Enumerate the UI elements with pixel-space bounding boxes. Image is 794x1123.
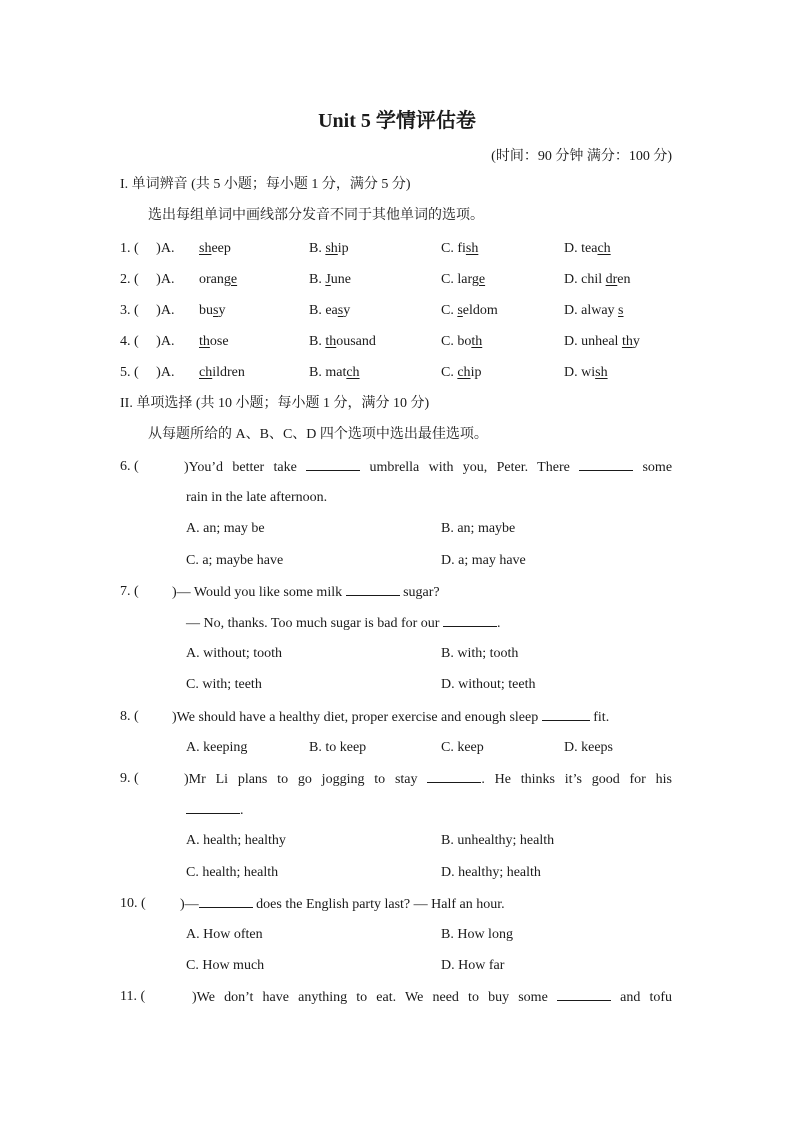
q7-option-d[interactable]: D. without; teeth	[441, 677, 536, 692]
phonics-option-c[interactable]: C. large	[441, 272, 486, 287]
section2-instruction: 从每题所给的 A、B、C、D 四个选项中选出最佳选项。	[148, 427, 488, 442]
phonics-option-a[interactable]: those	[199, 334, 229, 349]
underlined-letters: ch	[457, 365, 471, 380]
q9-number: 9. (	[120, 771, 139, 786]
q6-option-a[interactable]: A. an; may be	[186, 521, 265, 536]
q9-option-c[interactable]: C. health; health	[186, 865, 279, 880]
phonics-item-number: 1. ( )A.	[120, 241, 175, 256]
q6-option-b[interactable]: B. an; maybe	[441, 521, 516, 536]
answer-blank[interactable]	[306, 458, 360, 471]
phonics-option-b[interactable]: B. match	[309, 365, 360, 380]
underlined-letters: J	[325, 272, 331, 287]
underlined-letters: sh	[595, 365, 608, 380]
answer-slot[interactable]	[139, 241, 157, 256]
q7-number: 7. (	[120, 584, 139, 599]
q7-option-b[interactable]: B. with; tooth	[441, 646, 519, 661]
phonics-item-number: 5. ( )A.	[120, 365, 175, 380]
underlined-letters: s	[213, 303, 219, 318]
phonics-item-number: 4. ( )A.	[120, 334, 175, 349]
underlined-letters: sh	[199, 241, 212, 256]
phonics-item-number: 3. ( )A.	[120, 303, 175, 318]
phonics-item-number: 2. ( )A.	[120, 272, 175, 287]
answer-blank[interactable]	[199, 895, 253, 908]
phonics-option-c[interactable]: C. chip	[441, 365, 482, 380]
answer-slot[interactable]	[139, 334, 157, 349]
section2-heading: II. 单项选择 (共 10 小题；每小题 1 分，满分 10 分)	[120, 396, 430, 411]
underlined-letters: sh	[325, 241, 338, 256]
underlined-letters: s	[457, 303, 463, 318]
q10-option-a[interactable]: A. How often	[186, 927, 263, 942]
q8-number: 8. (	[120, 709, 139, 724]
phonics-option-b[interactable]: B. June	[309, 272, 352, 287]
q10-number: 10. (	[120, 896, 146, 911]
q8-stem-line1: )We should have a healthy diet, proper exercise and enough sleep fit.	[172, 710, 610, 725]
phonics-option-d[interactable]: D. unheal thy	[564, 334, 640, 349]
phonics-option-a[interactable]: busy	[199, 303, 226, 318]
phonics-option-c[interactable]: C. both	[441, 334, 483, 349]
q7-stem-line1: )— Would you like some milk sugar?	[172, 585, 440, 600]
answer-blank[interactable]	[346, 583, 400, 596]
q9-stem-line2: .	[186, 801, 244, 820]
q8-option-c[interactable]: C. keep	[441, 740, 484, 755]
phonics-option-a[interactable]: children	[199, 365, 245, 380]
q11-number: 11. (	[120, 989, 146, 1004]
q9-option-b[interactable]: B. unhealthy; health	[441, 833, 555, 848]
answer-blank[interactable]	[542, 708, 590, 721]
phonics-option-c[interactable]: C. fish	[441, 241, 479, 256]
underlined-letters: th	[471, 334, 483, 349]
underlined-letters: dr	[605, 272, 618, 287]
time-score-note: (时间：90 分钟 满分：100 分)	[491, 149, 672, 164]
q6-number: 6. (	[120, 459, 139, 474]
answer-blank[interactable]	[427, 770, 481, 783]
q7-option-a[interactable]: A. without; tooth	[186, 646, 283, 661]
answer-blank[interactable]	[579, 458, 633, 471]
q9-option-a[interactable]: A. health; healthy	[186, 833, 286, 848]
q7-stem-line2: — No, thanks. Too much sugar is bad for our .	[186, 616, 501, 631]
phonics-option-d[interactable]: D. wish	[564, 365, 608, 380]
phonics-option-d[interactable]: D. chil dren	[564, 272, 631, 287]
phonics-option-d[interactable]: D. alway s	[564, 303, 624, 318]
answer-slot[interactable]	[139, 272, 157, 287]
q10-stem-line1: )— does the English party last? — Half an hour.	[180, 897, 505, 912]
q10-option-b[interactable]: B. How long	[441, 927, 513, 942]
phonics-option-a[interactable]: orange	[199, 272, 238, 287]
underlined-letters: s	[337, 303, 344, 318]
section1-instruction: 选出每组单词中画线部分发音不同于其他单词的选项。	[148, 208, 484, 223]
q11-stem-line1: )We don’t have anything to eat. We need to buy some and tofu	[192, 990, 673, 1005]
underlined-letters: sh	[465, 241, 479, 256]
q10-option-d[interactable]: D. How far	[441, 958, 505, 973]
underlined-letters: ch	[199, 365, 213, 380]
underlined-letters: ch	[346, 365, 360, 380]
phonics-option-b[interactable]: B. thousand	[309, 334, 376, 349]
q6-stem-line1: )You’d better take umbrella with you, Peter. There some	[184, 460, 673, 475]
page-title: Unit 5 学情评估卷	[318, 110, 476, 132]
underlined-letters: th	[621, 334, 633, 349]
q6-stem-line2: rain in the late afternoon.	[186, 490, 328, 505]
phonics-option-b[interactable]: B. easy	[309, 303, 351, 318]
underlined-letters: th	[199, 334, 210, 349]
q7-option-c[interactable]: C. with; teeth	[186, 677, 262, 692]
phonics-option-a[interactable]: sheep	[199, 241, 231, 256]
q8-option-b[interactable]: B. to keep	[309, 740, 367, 755]
underlined-letters: ge	[471, 272, 486, 287]
underlined-letters: s	[618, 303, 624, 318]
underlined-letters: ge	[223, 272, 238, 287]
underlined-letters: ch	[597, 241, 611, 256]
q8-option-a[interactable]: A. keeping	[186, 740, 248, 755]
phonics-option-d[interactable]: D. teach	[564, 241, 611, 256]
phonics-option-b[interactable]: B. ship	[309, 241, 349, 256]
q8-option-d[interactable]: D. keeps	[564, 740, 613, 755]
answer-blank[interactable]	[186, 801, 240, 814]
q10-option-c[interactable]: C. How much	[186, 958, 265, 973]
answer-blank[interactable]	[557, 988, 611, 1001]
q6-option-d[interactable]: D. a; may have	[441, 553, 526, 568]
section1-heading: I. 单词辨音 (共 5 小题；每小题 1 分，满分 5 分)	[120, 177, 411, 192]
answer-slot[interactable]	[139, 303, 157, 318]
q9-stem-line1: )Mr Li plans to go jogging to stay . He thinks it’s good for his	[184, 772, 672, 787]
underlined-letters: th	[325, 334, 337, 349]
phonics-option-c[interactable]: C. seldom	[441, 303, 498, 318]
q6-option-c[interactable]: C. a; maybe have	[186, 553, 284, 568]
answer-blank[interactable]	[443, 614, 497, 627]
q9-option-d[interactable]: D. healthy; health	[441, 865, 541, 880]
answer-slot[interactable]	[139, 365, 157, 380]
